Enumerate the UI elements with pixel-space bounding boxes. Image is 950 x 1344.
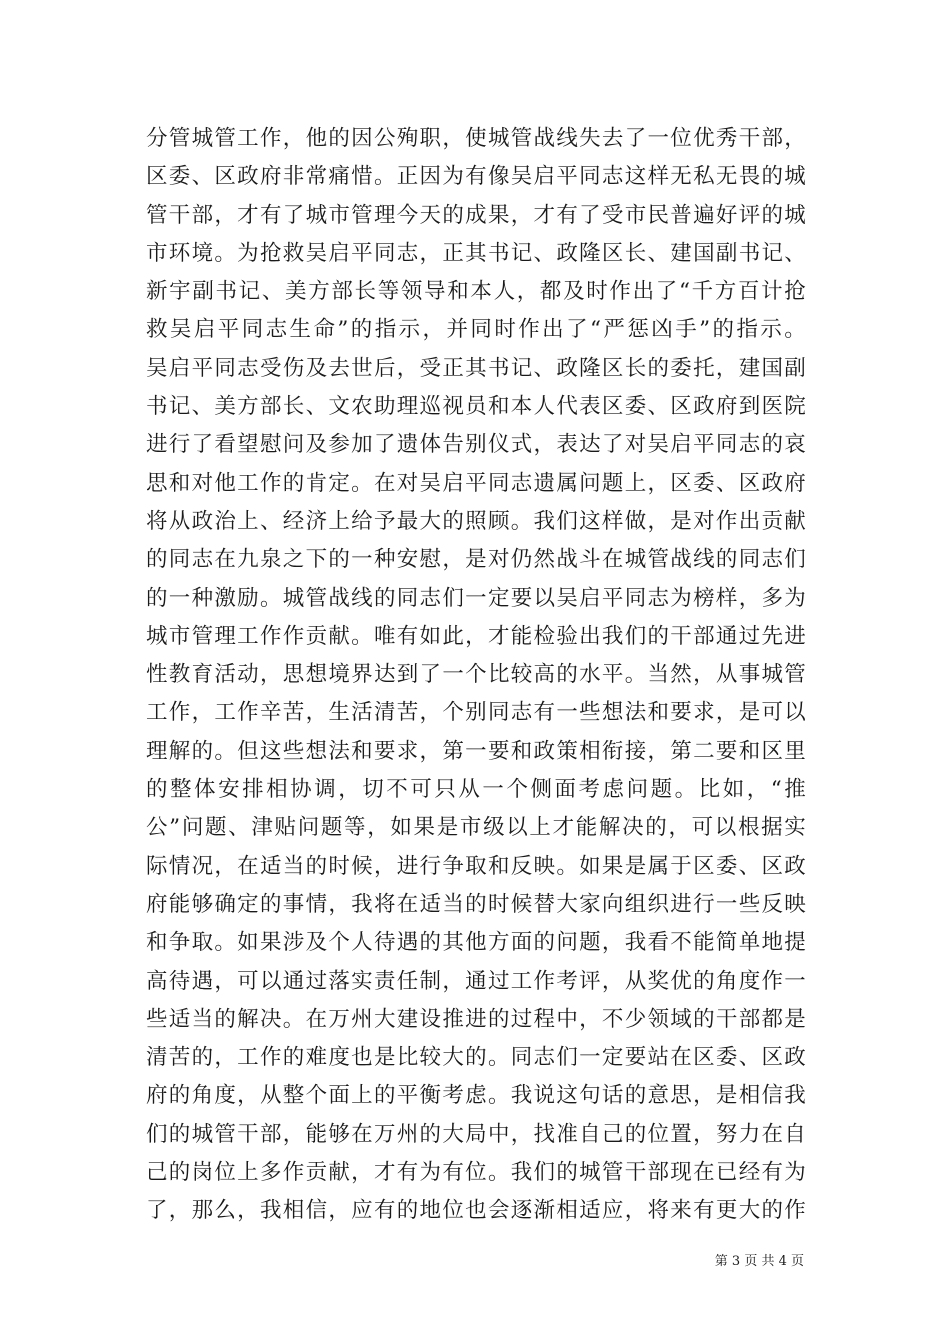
text-line: 府的角度，从整个面上的平衡考虑。我说这句话的意思，是相信我	[146, 1083, 806, 1109]
text-line: 和争取。如果涉及个人待遇的其他方面的问题，我看不能简单地提	[146, 930, 806, 956]
text-line: 的同志在九泉之下的一种安慰，是对仍然战斗在城管战线的同志们	[146, 547, 806, 573]
text-line: 城市管理工作作贡献。唯有如此，才能检验出我们的干部通过先进	[146, 623, 806, 649]
text-line: 高待遇，可以通过落实责任制，通过工作考评，从奖优的角度作一	[146, 968, 806, 994]
text-line: 了，那么，我相信，应有的地位也会逐渐相适应，将来有更大的作	[146, 1198, 806, 1224]
text-line: 性教育活动，思想境界达到了一个比较高的水平。当然，从事城管	[146, 662, 806, 688]
text-line: 进行了看望慰问及参加了遗体告别仪式，表达了对吴启平同志的哀	[146, 432, 806, 458]
text-line: 际情况，在适当的时候，进行争取和反映。如果是属于区委、区政	[146, 853, 806, 879]
text-line: 己的岗位上多作贡献，才有为有位。我们的城管干部现在已经有为	[146, 1160, 806, 1186]
text-line: 们的城管干部，能够在万州的大局中，找准自己的位置，努力在自	[146, 1121, 806, 1147]
text-line: 工作，工作辛苦，生活清苦，个别同志有一些想法和要求，是可以	[146, 700, 806, 726]
text-line: 新宇副书记、美方部长等领导和本人，都及时作出了“千方百计抢	[146, 279, 806, 305]
text-line: 市环境。为抢救吴启平同志，正其书记、政隆区长、建国副书记、	[146, 240, 806, 266]
text-line: 府能够确定的事情，我将在适当的时候替大家向组织进行一些反映	[146, 891, 806, 917]
text-line: 思和对他工作的肯定。在对吴启平同志遗属问题上，区委、区政府	[146, 470, 806, 496]
text-line: 分管城管工作，他的因公殉职，使城管战线失去了一位优秀干部，	[146, 126, 806, 151]
text-line: 些适当的解决。在万州大建设推进的过程中，不少领域的干部都是	[146, 1006, 806, 1032]
text-line: 管干部，才有了城市管理今天的成果，才有了受市民普遍好评的城	[146, 202, 806, 228]
text-line: 的一种激励。城管战线的同志们一定要以吴启平同志为榜样，多为	[146, 585, 806, 611]
text-line: 吴启平同志受伤及去世后，受正其书记、政隆区长的委托，建国副	[146, 355, 806, 381]
text-line: 理解的。但这些想法和要求，第一要和政策相衔接，第二要和区里	[146, 738, 806, 764]
page-number-footer: 第 3 页 共 4 页	[714, 1254, 804, 1269]
text-line: 清苦的，工作的难度也是比较大的。同志们一定要站在区委、区政	[146, 1045, 806, 1071]
text-line: 救吴启平同志生命”的指示，并同时作出了“严惩凶手”的指示。	[146, 317, 806, 343]
body-text	[146, 120, 806, 1231]
text-line: 的整体安排相协调，切不可只从一个侧面考虑问题。比如，“推	[146, 777, 806, 803]
text-line: 区委、区政府非常痛惜。正因为有像吴启平同志这样无私无畏的城	[146, 164, 806, 190]
text-line: 书记、美方部长、文农助理巡视员和本人代表区委、区政府到医院	[146, 394, 806, 420]
text-line: 将从政治上、经济上给予最大的照顾。我们这样做，是对作出贡献	[146, 508, 806, 534]
text-line: 公”问题、津贴问题等，如果是市级以上才能解决的，可以根据实	[146, 815, 806, 841]
